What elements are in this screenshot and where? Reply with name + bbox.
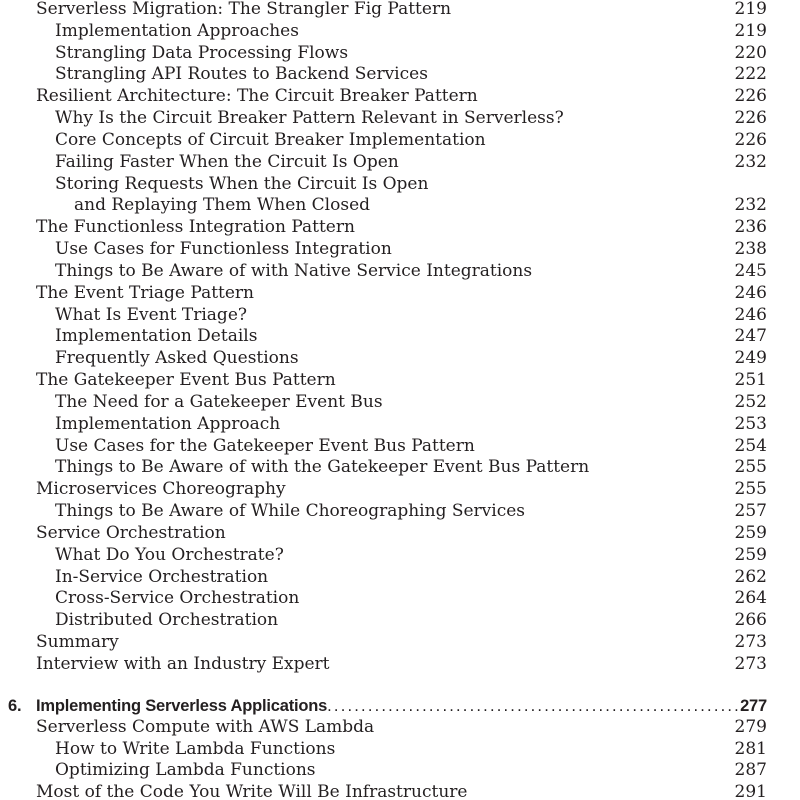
- toc-entry-title: Storing Requests When the Circuit Is Open: [55, 173, 429, 194]
- toc-section-entry: [0, 523, 767, 545]
- toc-entry-title: Implementation Approaches: [55, 20, 299, 41]
- toc-entry-page: 219: [734, 20, 767, 41]
- toc-entry-title: Things to Be Aware of with the Gatekeeper Event Bus Pattern: [55, 457, 590, 478]
- toc-entry-page: 238: [734, 239, 767, 260]
- toc-entry-title: Why Is the Circuit Breaker Pattern Relevant in Serverless?: [55, 108, 564, 129]
- toc-entry-page: 246: [734, 304, 767, 325]
- toc-entry-page: 273: [734, 653, 767, 674]
- toc-entry-page: 219: [734, 0, 767, 19]
- toc-entry-page: 226: [734, 86, 767, 107]
- toc-entry-page: 259: [734, 544, 767, 565]
- toc-entry-page: 255: [734, 479, 767, 500]
- toc-entry-page: 222: [734, 64, 767, 85]
- dot-leader: [327, 695, 740, 717]
- toc-entry-title-continuation: and Replaying Them When Closed: [74, 195, 371, 216]
- toc-subsection-entry: [0, 739, 767, 761]
- toc-entry-page: 232: [734, 151, 767, 172]
- toc-entry-page: 246: [734, 282, 767, 303]
- toc-entry-page: 287: [734, 760, 767, 781]
- toc-entry-title: Service Orchestration: [36, 522, 226, 543]
- toc-entry-title: Serverless Migration: The Strangler Fig Pattern: [36, 0, 452, 19]
- toc-section-entry: [0, 717, 767, 739]
- toc-entry-page: 291: [734, 782, 767, 800]
- toc-entry-title: Implementation Approach: [55, 413, 281, 434]
- toc-entry-page: 245: [734, 260, 767, 281]
- toc-entry-title: Strangling Data Processing Flows: [55, 42, 349, 63]
- toc-entry-title: Things to Be Aware of While Choreographing Services: [55, 501, 526, 522]
- toc-entry-page: 226: [734, 129, 767, 150]
- toc-section-entry: [0, 217, 767, 239]
- toc-entry-page: 264: [734, 588, 767, 609]
- toc-entry-page: 266: [734, 610, 767, 631]
- toc-subsection-entry: [0, 348, 767, 370]
- toc-subsection-entry: [0, 457, 767, 479]
- toc-subsection-entry: [0, 760, 767, 782]
- toc-subsection-entry: [0, 174, 767, 196]
- toc-section-entry: [0, 283, 767, 305]
- toc-subsection-entry: [0, 130, 767, 152]
- toc-subsection-entry: [0, 392, 767, 414]
- toc-entry-page: 252: [734, 391, 767, 412]
- toc-entry-page: 232: [734, 195, 767, 216]
- toc-section-entry: [0, 632, 767, 654]
- toc-entry-title: Summary: [36, 632, 119, 653]
- toc-subsection-entry: [0, 43, 767, 65]
- toc-entry-title: Core Concepts of Circuit Breaker Implementation: [55, 129, 486, 150]
- toc-entry-page: 249: [734, 348, 767, 369]
- toc-entry-title: The Gatekeeper Event Bus Pattern: [36, 370, 336, 391]
- toc-entry-page: 254: [734, 435, 767, 456]
- toc-section-entry: [0, 782, 767, 800]
- toc-entry-page: 255: [734, 457, 767, 478]
- toc-entry-title: Failing Faster When the Circuit Is Open: [55, 151, 399, 172]
- toc-subsection-entry: [0, 436, 767, 458]
- toc-entry-title: The Event Triage Pattern: [36, 282, 255, 303]
- toc-subsection-entry: [0, 64, 767, 86]
- toc-entry-title: In-Service Orchestration: [55, 566, 269, 587]
- toc-entry-title: Interview with an Industry Expert: [36, 653, 330, 674]
- toc-entry-title: Use Cases for Functionless Integration: [55, 239, 392, 260]
- toc-section-entry: [0, 479, 767, 501]
- toc-entry-title: Cross-Service Orchestration: [55, 588, 300, 609]
- chapter-number: 6.: [8, 696, 22, 715]
- toc-subsection-entry: [0, 305, 767, 327]
- toc-entry-page: 259: [734, 522, 767, 543]
- toc-entry-page: 226: [734, 108, 767, 129]
- toc-chapter-entry: [0, 695, 767, 717]
- toc-entry-page: 247: [734, 326, 767, 347]
- toc-subsection-entry: [0, 610, 767, 632]
- toc-entry-title: Resilient Architecture: The Circuit Breaker Pattern: [36, 86, 478, 107]
- toc-entry-title: Most of the Code You Write Will Be Infrastructure: [36, 782, 468, 800]
- toc-entry-page: 251: [734, 370, 767, 391]
- toc-entry-title: Strangling API Routes to Backend Services: [55, 64, 428, 85]
- toc-entry-page: 262: [734, 566, 767, 587]
- toc-entry-title: Serverless Compute with AWS Lambda: [36, 716, 375, 737]
- toc-section-entry: [0, 0, 767, 21]
- toc-entry-page: 279: [734, 716, 767, 737]
- toc-entry-page: 236: [734, 217, 767, 238]
- toc-subsection-entry: [0, 588, 767, 610]
- toc-section-entry: [0, 654, 767, 676]
- toc-subsection-entry: [0, 545, 767, 567]
- toc-entry-title: Optimizing Lambda Functions: [55, 760, 316, 781]
- toc-entry-title: The Need for a Gatekeeper Event Bus: [55, 391, 383, 412]
- toc-subsection-entry: [0, 567, 767, 589]
- toc-subsection-entry: [0, 152, 767, 174]
- toc-subsection-entry: [0, 414, 767, 436]
- toc-entry-title: The Functionless Integration Pattern: [36, 217, 355, 238]
- toc-entry-title: Distributed Orchestration: [55, 610, 279, 631]
- toc-entry-page: 220: [734, 42, 767, 63]
- toc-subsection-entry: [0, 501, 767, 523]
- toc-subsection-entry: [0, 261, 767, 283]
- toc-entry-continuation: [0, 195, 767, 217]
- toc-entry-page: 273: [734, 632, 767, 653]
- toc-section-entry: [0, 86, 767, 108]
- toc-entry-title: Frequently Asked Questions: [55, 348, 299, 369]
- toc-entry-title: Implementation Details: [55, 326, 258, 347]
- toc-subsection-entry: [0, 108, 767, 130]
- toc-entry-title: How to Write Lambda Functions: [55, 738, 336, 759]
- chapter-page: 277: [740, 696, 767, 715]
- toc-entry-page: 253: [734, 413, 767, 434]
- toc-subsection-entry: [0, 239, 767, 261]
- chapter-title: Implementing Serverless Applications: [36, 696, 328, 715]
- toc-entry-title: What Do You Orchestrate?: [55, 544, 284, 565]
- toc-entry-page: 281: [734, 738, 767, 759]
- toc-section-entry: [0, 370, 767, 392]
- toc-entry-page: 257: [734, 501, 767, 522]
- toc-entry-title: What Is Event Triage?: [55, 304, 247, 325]
- toc-entry-title: Microservices Choreography: [36, 479, 286, 500]
- toc-entry-title: Things to Be Aware of with Native Service Integrations: [55, 260, 533, 281]
- toc-subsection-entry: [0, 21, 767, 43]
- toc-subsection-entry: [0, 326, 767, 348]
- toc-entry-title: Use Cases for the Gatekeeper Event Bus Pattern: [55, 435, 475, 456]
